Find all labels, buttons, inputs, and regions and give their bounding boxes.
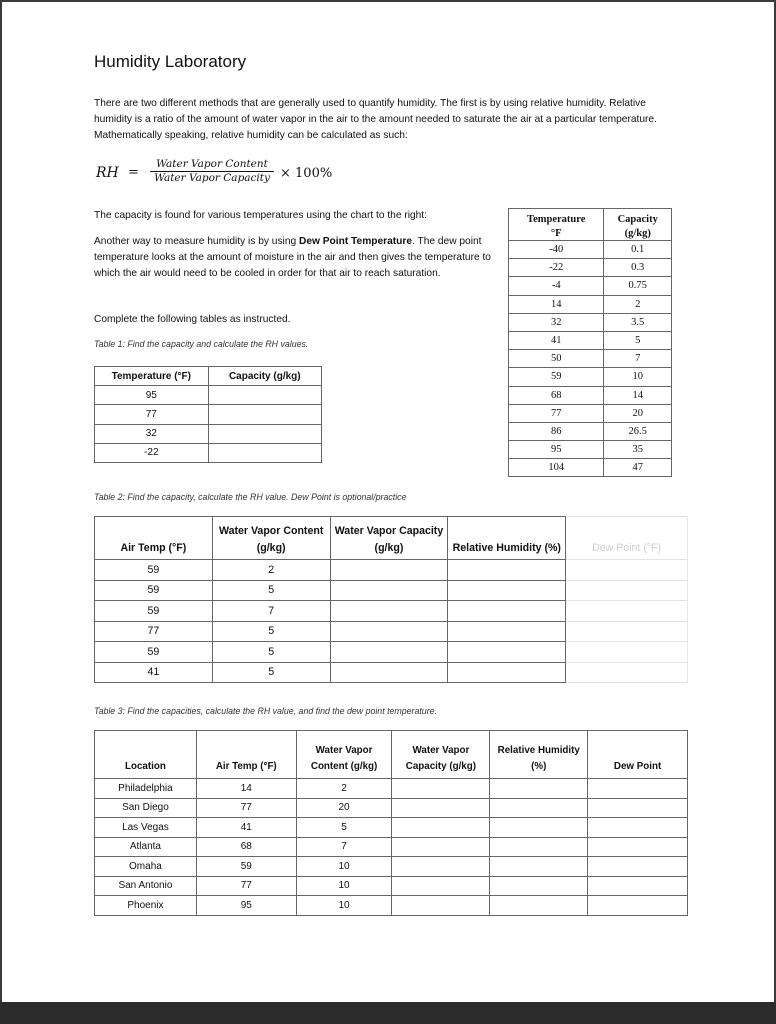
table-cell: 95 [509, 441, 604, 459]
capacity-reference-table [508, 208, 672, 477]
table-row [95, 818, 688, 838]
table-row [509, 422, 672, 440]
table-cell: Atlanta [95, 837, 197, 857]
formula-fraction [150, 158, 274, 184]
answer-cell[interactable] [448, 621, 566, 642]
answer-cell[interactable] [490, 798, 588, 818]
table3-caption: Table 3: Find the capacities, calculate the RH value, and find the dew point temperature. [94, 706, 437, 716]
table-cell: 20 [296, 798, 392, 818]
answer-cell[interactable] [588, 857, 688, 877]
table-cell: 5 [212, 662, 330, 683]
table-cell: 77 [509, 404, 604, 422]
table-row [95, 424, 322, 443]
table-cell: 77 [95, 405, 209, 424]
table1-caption: Table 1: Find the capacity and calculate the RH values. [94, 339, 309, 349]
table-cell: 95 [95, 386, 209, 405]
intro-paragraph: There are two different methods that are generally used to quantify humidity. The first is by using relative humidity. Relative humidity is a ratio of the amount of water vapor in the air to the amount needed to saturate the air at a particular temperature. Mathematically speaking, relative humidity can be calculated as such: [94, 98, 657, 142]
answer-cell[interactable] [448, 580, 566, 601]
answer-cell[interactable] [392, 798, 490, 818]
table-cell: 5 [604, 331, 672, 349]
table-row [509, 241, 672, 259]
table-cell: 41 [95, 662, 213, 683]
answer-cell[interactable] [490, 837, 588, 857]
table-row [509, 459, 672, 477]
table-row [509, 350, 672, 368]
table3-header-location: Location [95, 731, 197, 779]
answer-cell[interactable] [392, 818, 490, 838]
table-cell: 10 [604, 368, 672, 386]
table-cell: 5 [212, 580, 330, 601]
answer-cell[interactable] [588, 818, 688, 838]
capacity-note: The capacity is found for various temperatures using the chart to the right: [94, 210, 427, 221]
table2-header-vapor-capacity: Water Vapor Capacity (g/kg) [330, 517, 448, 560]
table-cell: Omaha [95, 857, 197, 877]
table2-header-relative-humidity: Relative Humidity (%) [448, 517, 566, 560]
formula-lhs: RH [96, 165, 119, 181]
answer-cell[interactable] [566, 621, 688, 642]
table-cell: Philadelphia [95, 779, 197, 799]
table-row [95, 779, 688, 799]
table2-header-vapor-content: Water Vapor Content (g/kg) [212, 517, 330, 560]
table1 [94, 366, 322, 463]
formula-denominator: Water Vapor Capacity [154, 172, 270, 184]
table1-header-temperature: Temperature (°F) [95, 367, 209, 386]
answer-cell[interactable] [588, 837, 688, 857]
table-cell: 68 [196, 837, 296, 857]
answer-cell[interactable] [448, 601, 566, 622]
table-cell: San Diego [95, 798, 197, 818]
table-cell: 95 [196, 896, 296, 916]
answer-cell[interactable] [448, 642, 566, 663]
answer-cell[interactable] [566, 642, 688, 663]
table-cell: 50 [509, 350, 604, 368]
table-row [509, 295, 672, 313]
table-row [95, 837, 688, 857]
answer-cell[interactable] [566, 601, 688, 622]
instructions: Complete the following tables as instructed. [94, 314, 291, 325]
table2-header-dew-point: Dew Point (°F) [566, 517, 688, 560]
table-cell: 7 [296, 837, 392, 857]
table2 [94, 516, 688, 683]
table-cell: 86 [509, 422, 604, 440]
answer-cell[interactable] [588, 876, 688, 896]
reference-unit-capacity: (g/kg) [604, 226, 672, 241]
table-cell: 14 [604, 386, 672, 404]
table-cell: 77 [196, 876, 296, 896]
answer-cell[interactable] [330, 560, 448, 581]
answer-cell[interactable] [588, 896, 688, 916]
table3-header-vapor-content: Water Vapor Content (g/kg) [296, 731, 392, 779]
table3-header-dew-point: Dew Point [588, 731, 688, 779]
table-cell: 41 [509, 331, 604, 349]
answer-cell[interactable] [490, 857, 588, 877]
answer-cell[interactable] [490, 779, 588, 799]
page-title: Humidity Laboratory [94, 52, 247, 71]
answer-cell[interactable] [392, 896, 490, 916]
table-cell: 35 [604, 441, 672, 459]
table-cell: 47 [604, 459, 672, 477]
formula-numerator: Water Vapor Content [150, 158, 274, 172]
answer-cell[interactable] [588, 779, 688, 799]
table-row [95, 642, 688, 663]
table-cell: 26.5 [604, 422, 672, 440]
table1-header-row [95, 367, 322, 386]
table-row [509, 386, 672, 404]
answer-cell[interactable] [448, 560, 566, 581]
table-row [509, 259, 672, 277]
table-cell: 77 [95, 621, 213, 642]
table3-header-relative-humidity: Relative Humidity (%) [490, 731, 588, 779]
reference-unit-row [509, 226, 672, 241]
table-row [95, 405, 322, 424]
table-cell: Las Vegas [95, 818, 197, 838]
table-row [95, 443, 322, 462]
table3-header-row [95, 731, 688, 779]
answer-cell[interactable] [566, 580, 688, 601]
answer-cell[interactable] [566, 560, 688, 581]
table-cell: 14 [509, 295, 604, 313]
table-cell: 10 [296, 876, 392, 896]
table-row [95, 601, 688, 622]
table-row [95, 896, 688, 916]
answer-cell[interactable] [208, 405, 321, 424]
answer-cell[interactable] [330, 601, 448, 622]
table-row [95, 580, 688, 601]
table-row [95, 876, 688, 896]
formula-multiplier: × 100% [280, 166, 333, 181]
answer-cell[interactable] [448, 662, 566, 683]
table-cell: 77 [196, 798, 296, 818]
table-cell: 5 [212, 621, 330, 642]
table3-header-vapor-capacity: Water Vapor Capacity (g/kg) [392, 731, 490, 779]
answer-cell[interactable] [208, 443, 321, 462]
table2-caption: Table 2: Find the capacity, calculate the RH value. Dew Point is optional/practice [94, 492, 407, 502]
table-cell: 10 [296, 857, 392, 877]
table2-header-air-temp: Air Temp (°F) [95, 517, 213, 560]
table-row [95, 621, 688, 642]
table-cell: 32 [95, 424, 209, 443]
answer-cell[interactable] [566, 662, 688, 683]
table-cell: 7 [604, 350, 672, 368]
formula-equals: = [128, 165, 139, 180]
table-cell: 2 [296, 779, 392, 799]
table-row [95, 662, 688, 683]
table-cell: 0.75 [604, 277, 672, 295]
table2-header-row [95, 517, 688, 560]
table-cell: 2 [604, 295, 672, 313]
table-cell: 0.3 [604, 259, 672, 277]
dew-point-text-before: Another way to measure humidity is by using [94, 236, 299, 247]
answer-cell[interactable] [392, 779, 490, 799]
answer-cell[interactable] [588, 798, 688, 818]
dew-point-paragraph [94, 234, 494, 283]
answer-cell[interactable] [392, 857, 490, 877]
bottom-bar [0, 1002, 776, 1024]
table-cell: 59 [95, 601, 213, 622]
reference-unit-temperature: °F [509, 226, 604, 241]
table-cell: 32 [509, 313, 604, 331]
worksheet-page [2, 2, 774, 1002]
table-cell: -4 [509, 277, 604, 295]
table3-header-air-temp: Air Temp (°F) [196, 731, 296, 779]
table-cell: 68 [509, 386, 604, 404]
table-row [95, 386, 322, 405]
table-cell: -22 [95, 443, 209, 462]
table-cell: 20 [604, 404, 672, 422]
answer-cell[interactable] [208, 424, 321, 443]
table-row [95, 857, 688, 877]
table-cell: Phoenix [95, 896, 197, 916]
table-cell: -22 [509, 259, 604, 277]
table-cell: 14 [196, 779, 296, 799]
table-cell: 41 [196, 818, 296, 838]
table-cell: 5 [296, 818, 392, 838]
answer-cell[interactable] [490, 876, 588, 896]
answer-cell[interactable] [330, 662, 448, 683]
table-cell: 59 [95, 560, 213, 581]
table-row [509, 404, 672, 422]
table-cell: 5 [212, 642, 330, 663]
dew-point-text-after: . The dew point temperature looks at the amount of moisture in the air and then gives the temperature to which the air would need to be cooled in order for that air to reach saturation. [94, 236, 491, 280]
table-row [95, 798, 688, 818]
answer-cell[interactable] [490, 896, 588, 916]
table-cell: -40 [509, 241, 604, 259]
reference-header-temperature: Temperature [509, 209, 604, 227]
table-row [509, 277, 672, 295]
table-cell: 10 [296, 896, 392, 916]
table-cell: San Antonio [95, 876, 197, 896]
table-row [509, 331, 672, 349]
table-cell: 59 [95, 642, 213, 663]
table-row [95, 560, 688, 581]
table-cell: 7 [212, 601, 330, 622]
answer-cell[interactable] [330, 580, 448, 601]
reference-header-row [509, 209, 672, 227]
dew-point-term: Dew Point Temperature [298, 236, 413, 247]
table3 [94, 730, 688, 916]
table-cell: 3.5 [604, 313, 672, 331]
table-cell: 59 [95, 580, 213, 601]
table-row [509, 441, 672, 459]
table-row [509, 368, 672, 386]
answer-cell[interactable] [330, 642, 448, 663]
table-cell: 0.1 [604, 241, 672, 259]
table-cell: 59 [196, 857, 296, 877]
answer-cell[interactable] [490, 818, 588, 838]
answer-cell[interactable] [330, 621, 448, 642]
answer-cell[interactable] [392, 837, 490, 857]
answer-cell[interactable] [392, 876, 490, 896]
table-row [509, 313, 672, 331]
reference-header-capacity: Capacity [604, 209, 672, 227]
table-cell: 2 [212, 560, 330, 581]
answer-cell[interactable] [208, 386, 321, 405]
table-cell: 104 [509, 459, 604, 477]
table-cell: 59 [509, 368, 604, 386]
table1-header-capacity: Capacity (g/kg) [208, 367, 321, 386]
